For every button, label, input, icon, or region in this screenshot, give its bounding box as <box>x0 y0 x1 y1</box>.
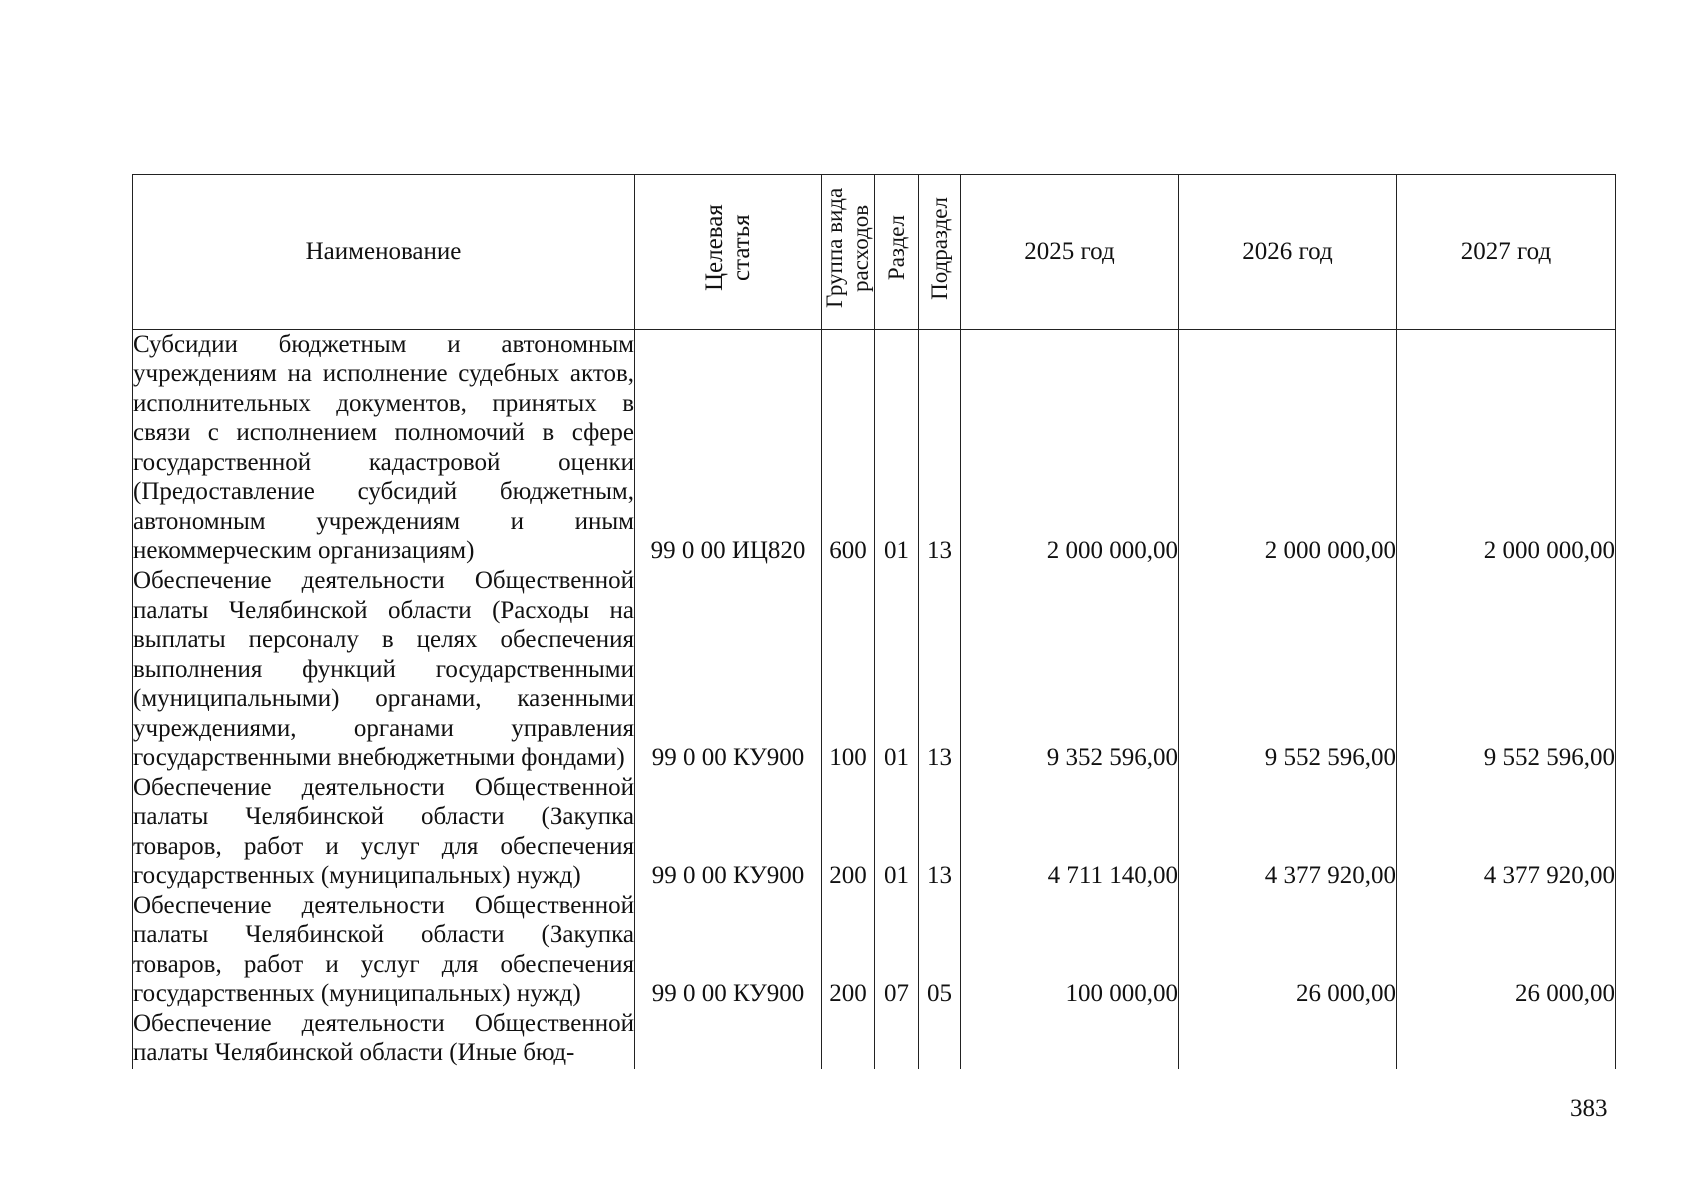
row-name: Субсидии бюджетным и автономным учреждениям на исполнение судебных актов, исполнительных документов, принятых в связи с исполнением полномочий в сфере государственной кадастровой оценки (Предоставление субсидий бюджетным, автономным учреждениям и иным некоммерческим организациям) <box>133 330 634 564</box>
row-section: 01 <box>875 773 919 891</box>
header-subsection: Подраздел <box>919 175 961 330</box>
row-name: Обеспечение деятельности Общественной палаты Челябинской области (Иные бюд- <box>133 1009 635 1069</box>
row-amount-2026: 26 000,00 <box>1179 891 1397 1009</box>
row-amount-2025: 100 000,00 <box>961 891 1179 1009</box>
row-subsection: 13 <box>919 566 961 773</box>
row-expense-group: 200 <box>822 773 875 891</box>
header-name: Наименование <box>133 175 635 330</box>
table-body <box>133 329 1616 1069</box>
row-amount-2027: 26 000,00 <box>1397 891 1616 1009</box>
row-amount-2026: 2 000 000,00 <box>1179 329 1397 566</box>
row-target-article: 99 0 00 ИЦ820 <box>635 329 822 566</box>
row-subsection: 13 <box>919 329 961 566</box>
row-amount-2025: 4 711 140,00 <box>961 773 1179 891</box>
budget-table <box>132 174 1616 1069</box>
row-target-article: 99 0 00 КУ900 <box>635 891 822 1009</box>
row-amount-2025: 2 000 000,00 <box>961 329 1179 566</box>
row-subsection: 13 <box>919 773 961 891</box>
row-section: 07 <box>875 891 919 1009</box>
row-target-article: 99 0 00 КУ900 <box>635 773 822 891</box>
row-amount-2026: 9 552 596,00 <box>1179 566 1397 773</box>
header-section: Раздел <box>875 175 919 330</box>
table-row <box>133 566 1616 773</box>
row-amount-2027 <box>1397 1009 1616 1069</box>
header-2027: 2027 год <box>1397 175 1616 330</box>
row-amount-2027: 4 377 920,00 <box>1397 773 1616 891</box>
row-name: Обеспечение деятельности Общественной палаты Челябинской области (Закупка товаров, работ и услуг для обеспечения государственных (муниципальных) нужд) <box>133 773 634 889</box>
row-amount-2026 <box>1179 1009 1397 1069</box>
row-section: 01 <box>875 566 919 773</box>
header-expense-group: Группа вида расходов <box>822 175 875 330</box>
header-target-article: Целевая статья <box>635 175 822 330</box>
row-target-article: 99 0 00 КУ900 <box>635 566 822 773</box>
table-row <box>133 329 1616 566</box>
row-target-article <box>635 1009 822 1069</box>
header-2025: 2025 год <box>961 175 1179 330</box>
row-expense-group: 100 <box>822 566 875 773</box>
row-expense-group: 200 <box>822 891 875 1009</box>
row-amount-2027: 9 552 596,00 <box>1397 566 1616 773</box>
page-number: 383 <box>1570 1095 1608 1122</box>
table-header <box>133 175 1616 330</box>
row-subsection <box>919 1009 961 1069</box>
row-amount-2026: 4 377 920,00 <box>1179 773 1397 891</box>
row-amount-2027: 2 000 000,00 <box>1397 329 1616 566</box>
row-amount-2025: 9 352 596,00 <box>961 566 1179 773</box>
table-row <box>133 891 1616 1009</box>
row-subsection: 05 <box>919 891 961 1009</box>
table-row <box>133 773 1616 891</box>
row-expense-group <box>822 1009 875 1069</box>
table-row <box>133 1009 1616 1069</box>
row-expense-group: 600 <box>822 329 875 566</box>
row-name: Обеспечение деятельности Общественной палаты Челябинской области (Расходы на выплаты персоналу в целях обеспечения выполнения функций государственными (муниципальными) органами, казенными учреждениями, органами управления государственными внебюджетными фондами) <box>133 567 634 771</box>
row-name: Обеспечение деятельности Общественной палаты Челябинской области (Закупка товаров, работ и услуг для обеспечения государственных (муниципальных) нужд) <box>133 891 634 1007</box>
row-section: 01 <box>875 329 919 566</box>
header-2026: 2026 год <box>1179 175 1397 330</box>
row-amount-2025 <box>961 1009 1179 1069</box>
row-section <box>875 1009 919 1069</box>
